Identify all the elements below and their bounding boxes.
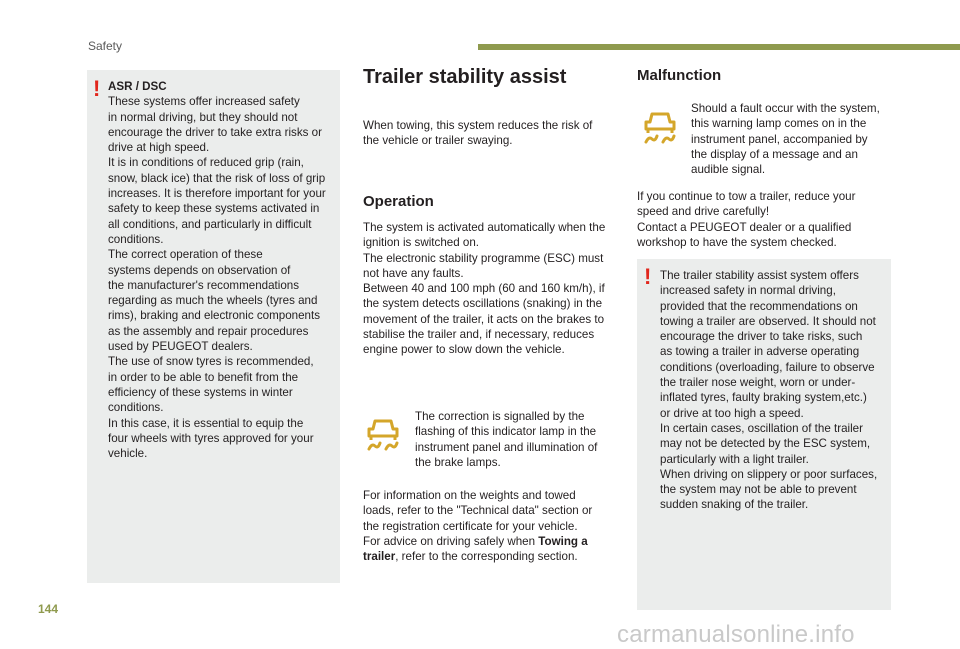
towing-info-text <box>363 488 623 534</box>
text-line: safety to keep these systems activated in <box>108 202 320 216</box>
operation-heading: Operation <box>363 193 434 210</box>
text-line: increases. It is therefore important for your <box>108 187 326 201</box>
text-line: It is in conditions of reduced grip (rain, <box>108 156 304 170</box>
text-line: drive at high speed. <box>108 141 210 155</box>
text-line: rims), braking and electronic components <box>108 309 321 323</box>
text-line: If you continue to tow a trailer, reduce your <box>637 190 856 203</box>
text-line: When driving on slippery or poor surfaces, <box>660 467 878 481</box>
text-line: particularly with a light trailer. <box>660 452 809 466</box>
text-line: as the assembly and repair procedures <box>108 324 309 338</box>
text-line: the display of a message and an <box>691 147 858 161</box>
text-line: inflated tyres, faulty braking system,etc.) <box>660 391 867 405</box>
text-line: vehicle. <box>108 447 148 461</box>
operation-text <box>363 220 623 358</box>
text-line: all conditions, and particularly in difficult <box>108 217 312 231</box>
text-line: conditions. <box>108 232 164 246</box>
malfunction-heading: Malfunction <box>637 67 722 84</box>
asr-dsc-text <box>108 79 338 461</box>
text-line: These systems offer increased safety <box>108 95 300 109</box>
text-line: The use of snow tyres is recommended, <box>108 355 314 369</box>
text-line: For information on the weights and towed <box>363 489 576 502</box>
trailer-warning-text <box>660 268 890 513</box>
text-line: not have any faults. <box>363 266 464 280</box>
text-line: audible signal. <box>691 163 766 177</box>
text-line: efficiency of these systems in winter <box>108 385 293 399</box>
text-line: the manufacturer's recommendations <box>108 278 300 292</box>
watermark: carmanualsonline.info <box>617 621 855 648</box>
text-line: instrument panel and illumination of <box>415 440 598 454</box>
text-line: used by PEUGEOT dealers. <box>108 340 253 354</box>
indicator-lamp-note <box>415 409 615 470</box>
text-line: systems depends on observation of <box>108 263 291 277</box>
text-line: speed and drive carefully! <box>637 205 770 219</box>
section-bar <box>478 44 960 50</box>
text-line: When towing, this system reduces the risk of <box>363 119 593 132</box>
text-line: provided that the recommendations on <box>660 299 858 313</box>
text-line: movement of the trailer, it acts on the brakes to <box>363 312 605 326</box>
text-line: encourage the driver to take extra risks or <box>108 125 322 139</box>
text-line: The correct operation of these <box>108 248 263 262</box>
text-line: the system may not be able to prevent <box>660 483 857 497</box>
trailer-stability-warning-icon <box>364 415 402 453</box>
text-line: The trailer stability assist system offers <box>660 269 859 282</box>
text-line: conditions (overloading, failure to observe <box>660 360 875 374</box>
text-line: stabilise the trailer and, if necessary, reduces <box>363 328 595 342</box>
trailer-stability-warning-icon <box>641 108 679 146</box>
text-line: The system is activated automatically when the <box>363 221 606 234</box>
text-line: four wheels with tyres approved for your <box>108 431 314 445</box>
text-line: the system detects oscillations (snaking) in the <box>363 297 603 311</box>
page-title: Trailer stability assist <box>363 66 567 88</box>
text-line: sudden snaking of the trailer. <box>660 498 809 512</box>
asr-dsc-body <box>108 94 338 461</box>
asr-dsc-title: ASR / DSC <box>108 80 167 93</box>
text-line: this warning lamp comes on in the <box>691 117 867 131</box>
text-line: flashing of this indicator lamp in the <box>415 425 597 439</box>
page-number: 144 <box>38 602 59 616</box>
text-line: engine power to slow down the vehicle. <box>363 343 565 357</box>
text-line: or drive at too high a speed. <box>660 406 804 420</box>
text-line: ignition is switched on. <box>363 236 479 250</box>
text-line: the brake lamps. <box>415 455 501 469</box>
text-line: may not be detected by the ESC system, <box>660 437 871 451</box>
text-line: Contact a PEUGEOT dealer or a qualified <box>637 220 852 234</box>
text-line: workshop to have the system checked. <box>637 235 837 249</box>
text-line: the trailer nose weight, worn or under- <box>660 376 856 390</box>
text-line: as towing a trailer in adverse operating <box>660 345 860 359</box>
text-line: Between 40 and 100 mph (60 and 160 km/h), if <box>363 282 605 296</box>
text-line: Should a fault occur with the system, <box>691 102 880 115</box>
text-line: regarding as much the wheels (tyres and <box>108 294 318 308</box>
text-line: In certain cases, oscillation of the trailer <box>660 421 863 435</box>
text-line: increased safety in normal driving, <box>660 284 836 298</box>
text-line: snow, black ice) that the risk of loss of grip <box>108 171 326 185</box>
warning-exclamation-icon: ! <box>644 264 652 289</box>
text-line: conditions. <box>108 401 164 415</box>
text-line: instrument panel, accompanied by <box>691 132 868 146</box>
text-line: encourage the driver to take risks, such <box>660 330 863 344</box>
text-line: The electronic stability programme (ESC) must <box>363 251 604 265</box>
warning-exclamation-icon: ! <box>93 76 101 101</box>
text-line: the registration certificate for your vehicle. <box>363 519 578 533</box>
section-title: Safety <box>88 39 123 53</box>
towing-advice-text: For advice on driving safely when Towing a trailer, refer to the corresponding section. <box>363 535 588 564</box>
malfunction-advice <box>637 189 897 250</box>
text-line: towing a trailer are observed. It should not <box>660 314 876 328</box>
text-line: the vehicle or trailer swaying. <box>363 134 513 148</box>
text-line: In this case, it is essential to equip the <box>108 416 304 430</box>
text-line: in order to be able to benefit from the <box>108 370 299 384</box>
text-line: loads, refer to the "Technical data" section or <box>363 504 593 518</box>
text-line: The correction is signalled by the <box>415 410 585 423</box>
malfunction-lamp-note <box>691 101 891 177</box>
text-line: in normal driving, but they should not <box>108 110 298 124</box>
intro-text <box>363 118 623 149</box>
